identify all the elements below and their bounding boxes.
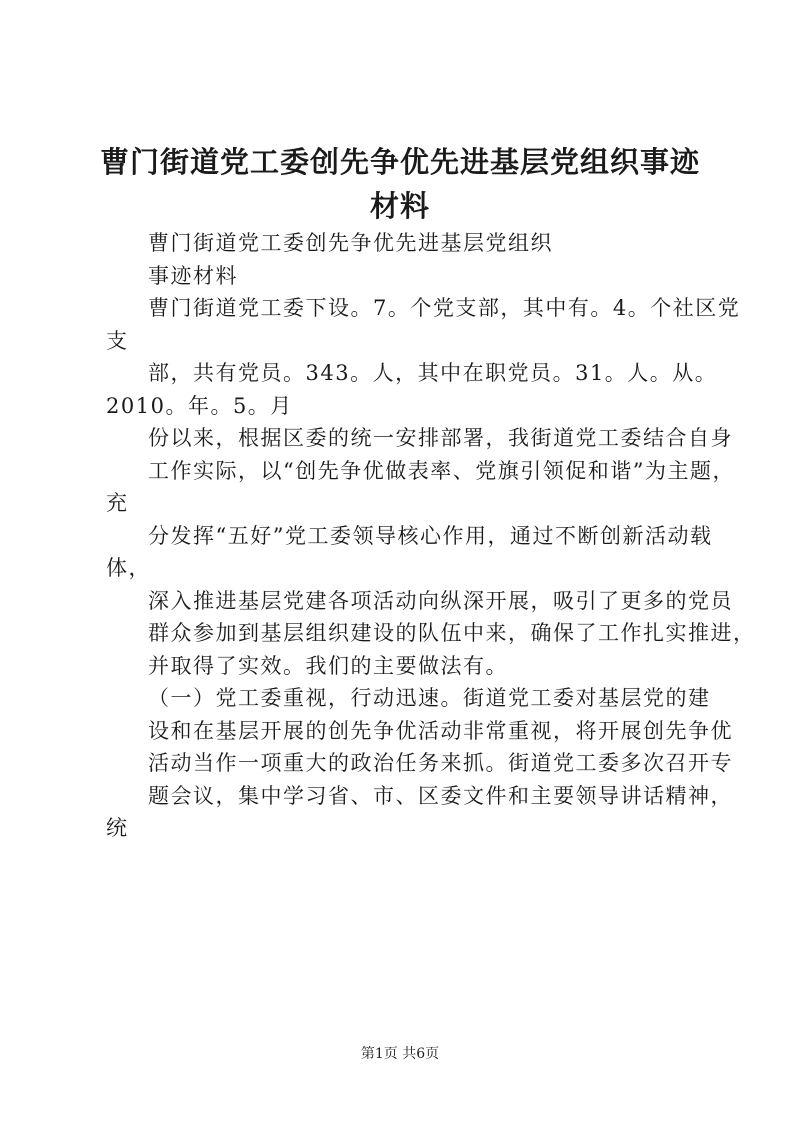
document-body: [106, 227, 756, 845]
text-line: （一）党工委重视，行动迅速。街道党工委对基层党的建: [148, 686, 711, 710]
text-line: 题会议，集中学习省、市、区委文件和主要领导讲话精神，: [148, 783, 733, 808]
text-line: 深入推进基层党建各项活动向纵深开展，吸引了更多的党员: [148, 588, 733, 613]
text-line: 设和在基层开展的创先争优活动非常重视，将开展创先争优: [148, 718, 733, 743]
text-line: 体，: [106, 556, 151, 580]
text-line: 支: [106, 328, 129, 353]
text-line: 活动当作一项重大的政治任务来抓。街道党工委多次召开专: [148, 751, 733, 775]
text-line: 群众参加到基层组织建设的队伍中来，确保了工作扎实推进，: [148, 621, 756, 645]
title-line-1: 曹门街道党工委创先争优先进基层党组织事迹: [99, 145, 700, 179]
text-line: 工作实际，以“创先争优做表率、党旗引领促和谐”为主题，: [148, 458, 735, 483]
text-line: 曹门街道党工委下设。7。个党支部，其中有。4。个社区党: [148, 296, 741, 320]
document-title: [90, 140, 710, 228]
text-line: 份以来，根据区委的统一安排部署，我街道党工委结合自身: [148, 426, 733, 450]
text-line: 并取得了实效。我们的主要做法有。: [148, 653, 508, 678]
text-line: 统: [106, 816, 129, 840]
text-line: 曹门街道党工委创先争优先进基层党组织: [148, 231, 553, 255]
title-line-2: 材料: [369, 189, 430, 223]
text-line: 分发挥“五好”党工委领导核心作用，通过不断创新活动载: [148, 523, 713, 548]
page-footer: 第1页 共6页: [360, 1046, 440, 1062]
text-line: 2010。年。5。月: [106, 393, 293, 418]
text-line: 事迹材料: [148, 263, 238, 288]
text-line: 部，共有党员。343。人，其中在职党员。31。人。从。: [148, 361, 718, 385]
text-line: 充: [106, 491, 129, 515]
